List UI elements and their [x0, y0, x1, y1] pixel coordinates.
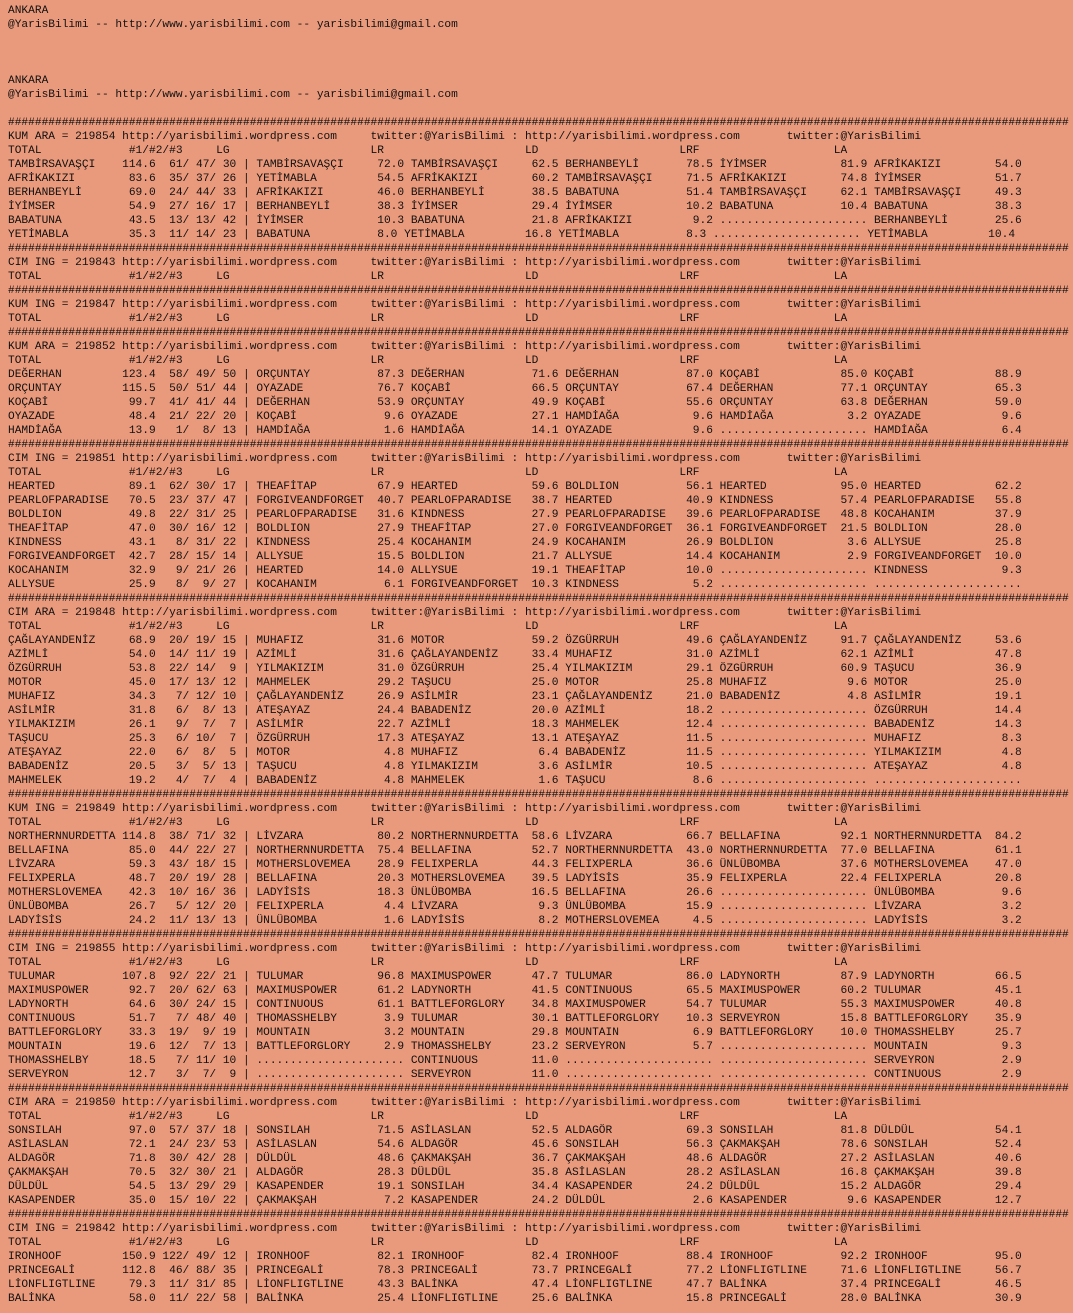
horse-row: ORÇUNTAY 115.5 50/ 51/ 44 | OYAZADE 76.7 KOÇABİ 66.5 ORÇUNTAY 67.4 DEĞERHAN 77.1 ORÇUNTAY 65.3	[8, 383, 1022, 395]
horse-row: SONSILAH 97.0 57/ 37/ 18 | SONSILAH 71.5 ASİLASLAN 52.5 ALDAGÖR 69.3 SONSILAH 81.8 DÜLDÜL 54.1	[8, 1125, 1022, 1137]
separator-line: ##############################################################################################################################################################	[8, 285, 1069, 297]
horse-row: TAMBİRSAVAŞÇI 114.6 61/ 47/ 30 | TAMBİRSAVAŞÇI 72.0 TAMBİRSAVAŞÇI 62.5 BERHANBEYLİ 78.5 İYİMSER 81.9 AFRİKAKIZI 54.0	[8, 159, 1022, 171]
race-header-line: KUM ING = 219847 http://yarisbilimi.wordpress.com twitter:@YarisBilimi : http://yarisbilimi.wordpress.com twitter:@YarisBilimi	[8, 299, 922, 311]
column-header-line: TOTAL #1/#2/#3 LG LR LD LRF LA	[8, 957, 848, 969]
horse-row: LİVZARA 59.3 43/ 18/ 15 | MOTHERSLOVEMEA 28.9 FELIXPERLA 44.3 FELIXPERLA 36.6 ÜNLÜBOMBA 37.6 MOTHERSLOVEMEA 47.0	[8, 859, 1022, 871]
horse-row: SERVEYRON 12.7 3/ 7/ 9 | ...................... SERVEYRON 11.0 ...................... ...................... CONTINUOUS 2.9	[8, 1069, 1022, 1081]
blank-line	[8, 102, 1073, 116]
horse-row: OYAZADE 48.4 21/ 22/ 20 | KOÇABİ 9.6 OYAZADE 27.1 HAMDİAĞA 9.6 HAMDİAĞA 3.2 OYAZADE 9.6	[8, 411, 1022, 423]
separator-line: ##############################################################################################################################################################	[8, 117, 1069, 129]
horse-row: IRONHOOF 150.9 122/ 49/ 12 | IRONHOOF 82.1 IRONHOOF 82.4 IRONHOOF 88.4 IRONHOOF 92.2 IRONHOOF 95.0	[8, 1251, 1022, 1263]
horse-row: PRINCEGALİ 112.8 46/ 88/ 35 | PRINCEGALİ 78.3 PRINCEGALİ 73.7 PRINCEGALİ 77.2 LİONFLIGTLINE 71.6 LİONFLIGTLINE 56.7	[8, 1265, 1022, 1277]
credit-line: @YarisBilimi -- http://www.yarisbilimi.com -- yarisbilimi@gmail.com	[8, 89, 458, 101]
horse-row: İYİMSER 54.9 27/ 16/ 17 | BERHANBEYLİ 38.3 İYİMSER 29.4 İYİMSER 10.2 BABATUNA 10.4 BABATUNA 38.3	[8, 201, 1022, 213]
horse-row: KOÇABİ 99.7 41/ 41/ 44 | DEĞERHAN 53.9 ORÇUNTAY 49.9 KOÇABİ 55.6 ORÇUNTAY 63.8 DEĞERHAN 59.0	[8, 397, 1022, 409]
blank-line	[8, 60, 1073, 74]
column-header-line: TOTAL #1/#2/#3 LG LR LD LRF LA	[8, 145, 848, 157]
horse-row: BOLDLION 49.8 22/ 31/ 25 | PEARLOFPARADISE 31.6 KINDNESS 27.9 PEARLOFPARADISE 39.6 PEARLOFPARADISE 48.8 KOCAHANIM 37.9	[8, 509, 1022, 521]
horse-row: TAŞUCU 25.3 6/ 10/ 7 | ÖZGÜRRUH 17.3 ATEŞAYAZ 13.1 ATEŞAYAZ 11.5 ...................... MUHAFIZ 8.3	[8, 733, 1022, 745]
separator-line: ##############################################################################################################################################################	[8, 327, 1069, 339]
horse-row: MUHAFIZ 34.3 7/ 12/ 10 | ÇAĞLAYANDENİZ 26.9 ASİLMİR 23.1 ÇAĞLAYANDENİZ 21.0 BABADENİZ 4.8 ASİLMİR 19.1	[8, 691, 1022, 703]
separator-line: ##############################################################################################################################################################	[8, 1209, 1069, 1221]
horse-row: HEARTED 89.1 62/ 30/ 17 | THEAFİTAP 67.9 HEARTED 59.6 BOLDLION 56.1 HEARTED 95.0 HEARTED 62.2	[8, 481, 1022, 493]
horse-row: ÜNLÜBOMBA 26.7 5/ 12/ 20 | FELIXPERLA 4.4 LİVZARA 9.3 ÜNLÜBOMBA 15.9 ...................... LİVZARA 3.2	[8, 901, 1022, 913]
separator-line: ##############################################################################################################################################################	[8, 439, 1069, 451]
horse-row: YILMAKIZIM 26.1 9/ 7/ 7 | ASİLMİR 22.7 AZİMLİ 18.3 MAHMELEK 12.4 ...................... BABADENİZ 14.3	[8, 719, 1022, 731]
horse-row: DEĞERHAN 123.4 58/ 49/ 50 | ORÇUNTAY 87.3 DEĞERHAN 71.6 DEĞERHAN 87.0 KOÇABİ 85.0 KOÇABİ 88.9	[8, 369, 1022, 381]
horse-row: MAXIMUSPOWER 92.7 20/ 62/ 63 | MAXIMUSPOWER 61.2 LADYNORTH 41.5 CONTINUOUS 65.5 MAXIMUSPOWER 60.2 TULUMAR 45.1	[8, 985, 1022, 997]
column-header-line: TOTAL #1/#2/#3 LG LR LD LRF LA	[8, 1111, 848, 1123]
horse-row: ATEŞAYAZ 22.0 6/ 8/ 5 | MOTOR 4.8 MUHAFIZ 6.4 BABADENİZ 11.5 ...................... YILMAKIZIM 4.8	[8, 747, 1022, 759]
horse-row: KASAPENDER 35.0 15/ 10/ 22 | ÇAKMAKŞAH 7.2 KASAPENDER 24.2 DÜLDÜL 2.6 KASAPENDER 9.6 KASAPENDER 12.7	[8, 1195, 1022, 1207]
column-header-line: TOTAL #1/#2/#3 LG LR LD LRF LA	[8, 1237, 848, 1249]
horse-row: MOTOR 45.0 17/ 13/ 12 | MAHMELEK 29.2 TAŞUCU 25.0 MOTOR 25.8 MUHAFIZ 9.6 MOTOR 25.0	[8, 677, 1022, 689]
horse-row: ALLYSUE 25.9 8/ 9/ 27 | KOCAHANIM 6.1 FORGIVEANDFORGET 10.3 KINDNESS 5.2 ...................... ......................	[8, 579, 1022, 591]
horse-row: MOTHERSLOVEMEA 42.3 10/ 16/ 36 | LADYİSİS 18.3 ÜNLÜBOMBA 16.5 BELLAFINA 26.6 ...................... ÜNLÜBOMBA 9.6	[8, 887, 1022, 899]
horse-row: ALDAGÖR 71.8 30/ 42/ 28 | DÜLDÜL 48.6 ÇAKMAKŞAH 36.7 ÇAKMAKŞAH 48.6 ALDAGÖR 27.2 ASİLASLAN 40.6	[8, 1153, 1022, 1165]
column-header-line: TOTAL #1/#2/#3 LG LR LD LRF LA	[8, 271, 848, 283]
column-header-line: TOTAL #1/#2/#3 LG LR LD LRF LA	[8, 817, 848, 829]
horse-row: MAHMELEK 19.2 4/ 7/ 4 | BABADENİZ 4.8 MAHMELEK 1.6 TAŞUCU 8.6 ...................... ......................	[8, 775, 1022, 787]
race-header-line: CIM ING = 219843 http://yarisbilimi.wordpress.com twitter:@YarisBilimi : http://yarisbilimi.wordpress.com twitter:@YarisBilimi	[8, 257, 922, 269]
horse-row: LADYİSİS 24.2 11/ 13/ 13 | ÜNLÜBOMBA 1.6 LADYİSİS 8.2 MOTHERSLOVEMEA 4.5 ...................... LADYİSİS 3.2	[8, 915, 1022, 927]
separator-line: ##############################################################################################################################################################	[8, 593, 1069, 605]
horse-row: AFRİKAKIZI 83.6 35/ 37/ 26 | YETİMABLA 54.5 AFRİKAKIZI 60.2 TAMBİRSAVAŞÇI 71.5 AFRİKAKIZI 74.8 İYİMSER 51.7	[8, 173, 1022, 185]
horse-row: BATTLEFORGLORY 33.3 19/ 9/ 19 | MOUNTAIN 3.2 MOUNTAIN 29.8 MOUNTAIN 6.9 BATTLEFORGLORY 10.0 THOMASSHELBY 25.7	[8, 1027, 1022, 1039]
horse-row: ÇAKMAKŞAH 70.5 32/ 30/ 21 | ALDAGÖR 28.3 DÜLDÜL 35.8 ASİLASLAN 28.2 ASİLASLAN 16.8 ÇAKMAKŞAH 39.8	[8, 1167, 1022, 1179]
column-header-line: TOTAL #1/#2/#3 LG LR LD LRF LA	[8, 313, 848, 325]
separator-line: ##############################################################################################################################################################	[8, 929, 1069, 941]
separator-line: ##############################################################################################################################################################	[8, 1083, 1069, 1095]
separator-line: ##############################################################################################################################################################	[8, 789, 1069, 801]
column-header-line: TOTAL #1/#2/#3 LG LR LD LRF LA	[8, 467, 848, 479]
city-title: ANKARA	[8, 5, 49, 17]
race-header-line: CIM ING = 219842 http://yarisbilimi.wordpress.com twitter:@YarisBilimi : http://yarisbilimi.wordpress.com twitter:@YarisBilimi	[8, 1223, 922, 1235]
race-header-line: CIM ING = 219855 http://yarisbilimi.wordpress.com twitter:@YarisBilimi : http://yarisbilimi.wordpress.com twitter:@YarisBilimi	[8, 943, 922, 955]
horse-row: FORGIVEANDFORGET 42.7 28/ 15/ 14 | ALLYSUE 15.5 BOLDLION 21.7 ALLYSUE 14.4 KOCAHANIM 2.9 FORGIVEANDFORGET 10.0	[8, 551, 1022, 563]
horse-row: ASİLASLAN 72.1 24/ 23/ 53 | ASİLASLAN 54.6 ALDAGÖR 45.6 SONSILAH 56.3 ÇAKMAKŞAH 78.6 SONSILAH 52.4	[8, 1139, 1022, 1151]
race-header-line: KUM ARA = 219854 http://yarisbilimi.wordpress.com twitter:@YarisBilimi : http://yarisbilimi.wordpress.com twitter:@YarisBilimi	[8, 131, 922, 143]
horse-row: BALİNKA 58.0 11/ 22/ 58 | BALİNKA 25.4 LİONFLIGTLINE 25.6 BALİNKA 15.8 PRINCEGALİ 28.0 BALİNKA 30.9	[8, 1293, 1022, 1305]
race-header-line: KUM ING = 219849 http://yarisbilimi.wordpress.com twitter:@YarisBilimi : http://yarisbilimi.wordpress.com twitter:@YarisBilimi	[8, 803, 922, 815]
column-header-line: TOTAL #1/#2/#3 LG LR LD LRF LA	[8, 621, 848, 633]
horse-row: LADYNORTH 64.6 30/ 24/ 15 | CONTINUOUS 61.1 BATTLEFORGLORY 34.8 MAXIMUSPOWER 54.7 TULUMAR 55.3 MAXIMUSPOWER 40.8	[8, 999, 1022, 1011]
horse-row: BELLAFINA 85.0 44/ 22/ 27 | NORTHERNNURDETTA 75.4 BELLAFINA 52.7 NORTHERNNURDETTA 43.0 NORTHERNNURDETTA 77.0 BELLAFINA 61.1	[8, 845, 1022, 857]
horse-row: LİONFLIGTLINE 79.3 11/ 31/ 85 | LİONFLIGTLINE 43.3 BALİNKA 47.4 LİONFLIGTLINE 47.7 BALİNKA 37.4 PRINCEGALİ 46.5	[8, 1279, 1022, 1291]
horse-row: KOCAHANIM 32.9 9/ 21/ 26 | HEARTED 14.0 ALLYSUE 19.1 THEAFİTAP 10.0 ...................... KINDNESS 9.3	[8, 565, 1022, 577]
race-header-line: CIM ARA = 219848 http://yarisbilimi.wordpress.com twitter:@YarisBilimi : http://yarisbilimi.wordpress.com twitter:@YarisBilimi	[8, 607, 922, 619]
horse-row: BERHANBEYLİ 69.0 24/ 44/ 33 | AFRİKAKIZI 46.0 BERHANBEYLİ 38.5 BABATUNA 51.4 TAMBİRSAVAŞÇI 62.1 TAMBİRSAVAŞÇI 49.3	[8, 187, 1022, 199]
blank-line	[8, 46, 1073, 60]
horse-row: YETİMABLA 35.3 11/ 14/ 23 | BABATUNA 8.0 YETİMABLA 16.8 YETİMABLA 8.3 ...................... YETİMABLA 10.4	[8, 229, 1016, 241]
horse-row: KINDNESS 43.1 8/ 31/ 22 | KINDNESS 25.4 KOCAHANIM 24.9 KOCAHANIM 26.9 BOLDLION 3.6 ALLYSUE 25.8	[8, 537, 1022, 549]
horse-row: BABADENİZ 20.5 3/ 5/ 13 | TAŞUCU 4.8 YILMAKIZIM 3.6 ASİLMİR 10.5 ...................... ATEŞAYAZ 4.8	[8, 761, 1022, 773]
city-title: ANKARA	[8, 75, 49, 87]
horse-row: CONTINUOUS 51.7 7/ 48/ 40 | THOMASSHELBY 3.9 TULUMAR 30.1 BATTLEFORGLORY 10.3 SERVEYRON 15.8 BATTLEFORGLORY 35.9	[8, 1013, 1022, 1025]
horse-row: NORTHERNNURDETTA 114.8 38/ 71/ 32 | LİVZARA 80.2 NORTHERNNURDETTA 58.6 LİVZARA 66.7 BELLAFINA 92.1 NORTHERNNURDETTA 84.2	[8, 831, 1022, 843]
horse-row: DÜLDÜL 54.5 13/ 29/ 29 | KASAPENDER 19.1 SONSILAH 34.4 KASAPENDER 24.2 DÜLDÜL 15.2 ALDAGÖR 29.4	[8, 1181, 1022, 1193]
horse-row: AZİMLİ 54.0 14/ 11/ 19 | AZİMLİ 31.6 ÇAĞLAYANDENİZ 33.4 MUHAFIZ 31.0 AZİMLİ 62.1 AZİMLİ 47.8	[8, 649, 1022, 661]
credit-line: @YarisBilimi -- http://www.yarisbilimi.com -- yarisbilimi@gmail.com	[8, 19, 458, 31]
horse-row: ÖZGÜRRUH 53.8 22/ 14/ 9 | YILMAKIZIM 31.0 ÖZGÜRRUH 25.4 YILMAKIZIM 29.1 ÖZGÜRRUH 60.9 TAŞUCU 36.9	[8, 663, 1022, 675]
horse-row: TULUMAR 107.8 92/ 22/ 21 | TULUMAR 96.8 MAXIMUSPOWER 47.7 TULUMAR 86.0 LADYNORTH 87.9 LADYNORTH 66.5	[8, 971, 1022, 983]
horse-row: HAMDİAĞA 13.9 1/ 8/ 13 | HAMDİAĞA 1.6 HAMDİAĞA 14.1 OYAZADE 9.6 ...................... HAMDİAĞA 6.4	[8, 425, 1022, 437]
horse-row: MOUNTAIN 19.6 12/ 7/ 13 | BATTLEFORGLORY 2.9 THOMASSHELBY 23.2 SERVEYRON 5.7 ...................... MOUNTAIN 9.3	[8, 1041, 1022, 1053]
separator-line: ##############################################################################################################################################################	[8, 243, 1069, 255]
blank-line	[8, 32, 1073, 46]
horse-row: THEAFİTAP 47.0 30/ 16/ 12 | BOLDLION 27.9 THEAFİTAP 27.0 FORGIVEANDFORGET 36.1 FORGIVEANDFORGET 21.5 BOLDLION 28.0	[8, 523, 1022, 535]
horse-row: ASİLMİR 31.8 6/ 8/ 13 | ATEŞAYAZ 24.4 BABADENİZ 20.0 AZİMLİ 18.2 ...................... ÖZGÜRRUH 14.4	[8, 705, 1022, 717]
race-header-line: CIM ING = 219851 http://yarisbilimi.wordpress.com twitter:@YarisBilimi : http://yarisbilimi.wordpress.com twitter:@YarisBilimi	[8, 453, 922, 465]
race-header-line: KUM ARA = 219852 http://yarisbilimi.wordpress.com twitter:@YarisBilimi : http://yarisbilimi.wordpress.com twitter:@YarisBilimi	[8, 341, 922, 353]
race-header-line: CIM ARA = 219850 http://yarisbilimi.wordpress.com twitter:@YarisBilimi : http://yarisbilimi.wordpress.com twitter:@YarisBilimi	[8, 1097, 922, 1109]
horse-row: FELIXPERLA 48.7 20/ 19/ 28 | BELLAFINA 20.3 MOTHERSLOVEMEA 39.5 LADYİSİS 35.9 FELIXPERLA 22.4 FELIXPERLA 20.8	[8, 873, 1022, 885]
horse-row: BABATUNA 43.5 13/ 13/ 42 | İYİMSER 10.3 BABATUNA 21.8 AFRİKAKIZI 9.2 ...................... BERHANBEYLİ 25.6	[8, 215, 1022, 227]
horse-row: THOMASSHELBY 18.5 7/ 11/ 10 | ...................... CONTINUOUS 11.0 ...................... ...................... SERVEYRON 2.9	[8, 1055, 1022, 1067]
horse-row: PEARLOFPARADISE 70.5 23/ 37/ 47 | FORGIVEANDFORGET 40.7 PEARLOFPARADISE 38.7 HEARTED 40.9 KINDNESS 57.4 PEARLOFPARADISE 55.8	[8, 495, 1022, 507]
column-header-line: TOTAL #1/#2/#3 LG LR LD LRF LA	[8, 355, 848, 367]
horse-row: ÇAĞLAYANDENİZ 68.9 20/ 19/ 15 | MUHAFIZ 31.6 MOTOR 59.2 ÖZGÜRRUH 49.6 ÇAĞLAYANDENİZ 91.7 ÇAĞLAYANDENİZ 53.6	[8, 635, 1022, 647]
